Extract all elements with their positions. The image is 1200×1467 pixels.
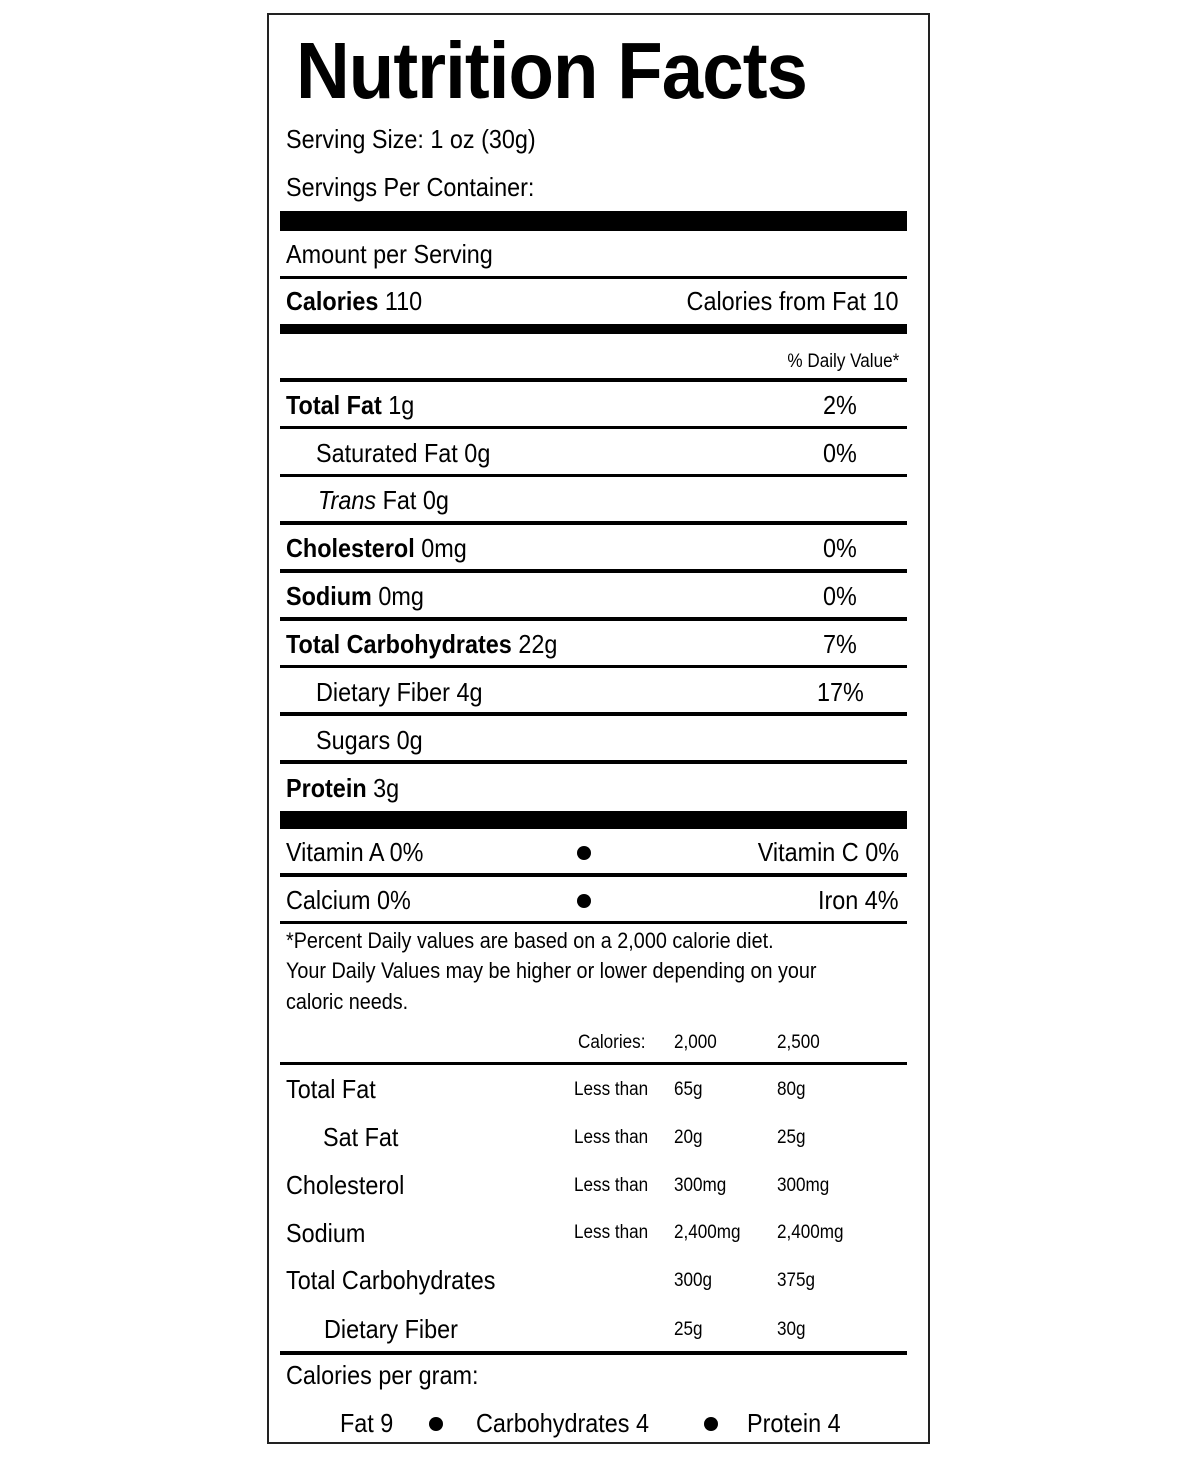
divider <box>280 921 907 924</box>
ref-row-name: Dietary Fiber <box>324 1314 458 1344</box>
iron: Iron 4% <box>818 885 899 915</box>
thick-divider <box>280 211 907 231</box>
vitamin-c: Vitamin C 0% <box>757 837 899 867</box>
nutrient-dv: 0% <box>823 533 857 563</box>
nutrient-name: Cholesterol <box>286 533 415 563</box>
nutrient-name: Dietary Fiber <box>316 677 450 707</box>
bullet-dot-icon <box>704 1417 718 1431</box>
nutrient-row-dietary-fiber <box>316 677 482 708</box>
nutrient-amount: 0g <box>396 725 423 755</box>
ref-row-col1: 20g <box>674 1127 703 1148</box>
label-content <box>280 15 907 1442</box>
nutrient-amount: 0mg <box>421 533 467 563</box>
calcium: Calcium 0% <box>286 885 411 915</box>
nutrient-amount: 22g <box>518 629 558 659</box>
nutrient-dv: 17% <box>817 677 864 707</box>
divider <box>280 665 907 668</box>
vitamin-a: Vitamin A 0% <box>286 837 424 867</box>
ref-row-col2: 2,400mg <box>777 1222 844 1243</box>
calories-per-gram-protein: Protein 4 <box>747 1408 841 1438</box>
divider <box>280 569 907 573</box>
nutrient-row-total-fat <box>286 390 414 421</box>
nutrient-name: Total Fat <box>286 390 382 420</box>
divider <box>280 873 907 877</box>
ref-row-col1: 25g <box>674 1319 703 1340</box>
label-title: Nutrition Facts <box>296 26 807 115</box>
nutrient-row-sodium <box>286 581 424 612</box>
ref-row-qualifier: Less than <box>574 1127 649 1148</box>
nutrient-dv: 0% <box>823 581 857 611</box>
serving-size: Serving Size: 1 oz (30g) <box>286 124 536 154</box>
footnote-line: Your Daily Values may be higher or lower depending on your <box>286 958 817 983</box>
divider <box>280 378 907 382</box>
nutrient-name: Sugars <box>316 725 391 755</box>
nutrient-amount: 4g <box>456 677 483 707</box>
divider <box>280 617 907 621</box>
ref-row-name: Cholesterol <box>286 1170 405 1200</box>
calories-row <box>286 286 422 317</box>
nutrient-row-saturated-fat <box>316 438 490 469</box>
divider <box>280 760 907 764</box>
divider <box>280 1351 907 1355</box>
bullet-dot-icon <box>577 846 591 860</box>
nutrient-dv: 0% <box>823 438 857 468</box>
ref-row-col2: 25g <box>777 1127 806 1148</box>
ref-row-name: Total Fat <box>286 1074 376 1104</box>
nutrient-row-cholesterol <box>286 533 467 564</box>
nutrient-name: Protein <box>286 773 367 803</box>
calories-from-fat: Calories from Fat 10 <box>687 286 899 316</box>
nutrient-amount: 0mg <box>378 581 424 611</box>
ref-row-col1: 300g <box>674 1270 713 1291</box>
nutrient-amount: 3g <box>373 773 400 803</box>
nutrient-row-total-carbohydrates <box>286 629 557 660</box>
nutrient-name: Trans <box>318 485 377 515</box>
ref-row-col1: 300mg <box>674 1175 727 1196</box>
nutrient-dv: 7% <box>823 629 857 659</box>
divider <box>280 521 907 525</box>
footnote-line: *Percent Daily values are based on a 2,000 calorie diet. <box>286 928 774 953</box>
ref-row-col2: 375g <box>777 1270 816 1291</box>
nutrient-row-trans-fat <box>318 485 449 516</box>
divider <box>280 426 907 429</box>
ref-row-col2: 80g <box>777 1079 806 1100</box>
nutrient-amount: 1g <box>388 390 415 420</box>
nutrient-amount: 0g <box>464 438 491 468</box>
divider <box>280 474 907 477</box>
ref-row-name: Sat Fat <box>323 1122 399 1152</box>
ref-header-label: Calories: <box>578 1032 646 1053</box>
bullet-dot-icon <box>429 1417 443 1431</box>
nutrient-name: Saturated Fat <box>316 438 458 468</box>
nutrient-dv: 2% <box>823 390 857 420</box>
calories-label: Calories <box>286 286 379 316</box>
calories-per-gram-carbohydrates: Carbohydrates 4 <box>476 1408 650 1438</box>
divider <box>280 712 907 716</box>
ref-header-col1: 2,000 <box>674 1032 717 1053</box>
ref-row-qualifier: Less than <box>574 1175 649 1196</box>
nutrient-row-protein <box>286 773 399 804</box>
nutrient-amount: Fat 0g <box>382 485 449 515</box>
ref-row-qualifier: Less than <box>574 1222 649 1243</box>
ref-row-qualifier: Less than <box>574 1079 649 1100</box>
medium-divider <box>280 324 907 334</box>
divider <box>280 276 907 279</box>
ref-row-col2: 300mg <box>777 1175 830 1196</box>
ref-row-col2: 30g <box>777 1319 806 1340</box>
nutrient-name: Total Carbohydrates <box>286 629 512 659</box>
ref-header-col2: 2,500 <box>777 1032 820 1053</box>
footnote-line: caloric needs. <box>286 989 409 1014</box>
calories-per-gram-fat: Fat 9 <box>340 1408 394 1438</box>
thick-divider <box>280 811 907 829</box>
ref-row-name: Sodium <box>286 1218 366 1248</box>
calories-per-gram-label: Calories per gram: <box>286 1360 479 1390</box>
calories-value: 110 <box>384 286 423 316</box>
ref-row-col1: 2,400mg <box>674 1222 741 1243</box>
divider <box>280 1062 907 1065</box>
daily-value-header: % Daily Value* <box>787 351 899 372</box>
nutrient-name: Sodium <box>286 581 372 611</box>
servings-per-container: Servings Per Container: <box>286 172 535 202</box>
ref-row-col1: 65g <box>674 1079 703 1100</box>
nutrition-facts-label <box>267 13 930 1444</box>
nutrient-row-sugars <box>316 725 423 756</box>
amount-per-serving: Amount per Serving <box>286 239 493 269</box>
ref-row-name: Total Carbohydrates <box>286 1265 496 1295</box>
bullet-dot-icon <box>577 894 591 908</box>
